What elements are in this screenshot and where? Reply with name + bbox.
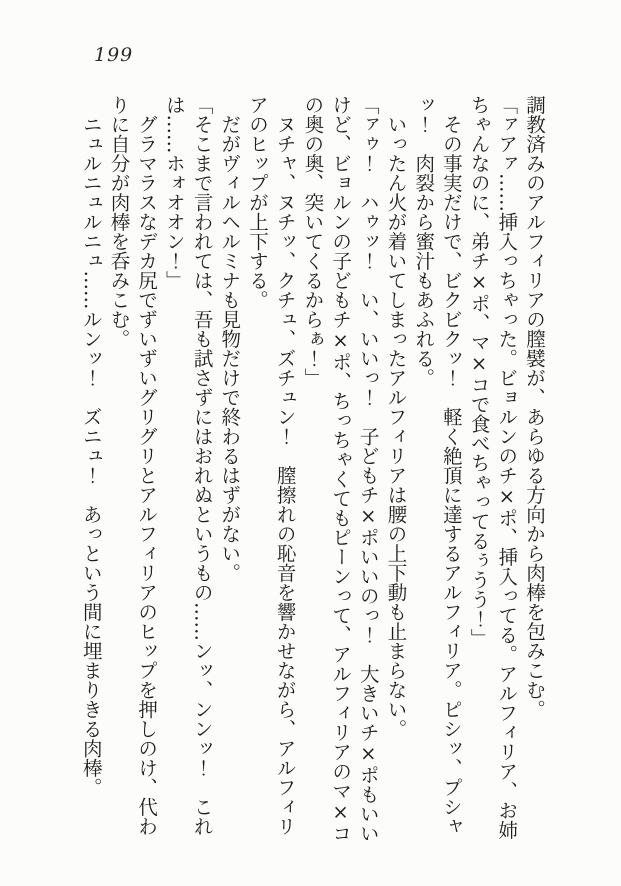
text-line: だがヴィルヘルミナも見物だけで終わるはずがない。	[218, 95, 242, 583]
text-line: 「そこまで言われては、吾も試さずにはおれぬというもの……ンッ、ンンッ！ これ	[190, 95, 214, 836]
text-line: 「ァアァ……挿入っちゃった。ビョルンのチ×ポ、挿入ってる。アルフィリア、お姉	[495, 95, 519, 840]
text-line: 調教済みのアルフィリアの膣襞が、あらゆる方向から肉棒を包みこむ。	[523, 95, 546, 719]
text-line: の奥の奥、突いてくるからぁ！」	[301, 95, 325, 388]
text-line: その事実だけで、ビクビクッ！ 軽く絶頂に達するアルフィリア。ピシッ、プシャ	[439, 95, 463, 836]
text-line: ニュルニュルニュ……ルンッ！ ズニュ！ あっという間に埋まりきる肉棒。	[79, 95, 103, 797]
body-text	[75, 95, 548, 843]
text-line: は……ホォオオン！」	[162, 95, 186, 290]
text-line: いったん火が着いてしまったアルフィリアは腰の上下動も止まらない。	[384, 95, 408, 739]
text-line: ッ！ 肉裂から蜜汁もあふれる。	[412, 95, 436, 388]
text-line: アのヒップが上下する。	[245, 95, 269, 310]
text-line: けど、ビョルンの子どもチ×ポ、ちっちゃくてもピーンって、アルフィリアのマ×コ	[329, 95, 353, 843]
text-line: りに自分が肉棒を呑みこむ。	[107, 95, 131, 349]
text-line: ちゃんなのに、弟チ×ポ、マ×コで食べちゃってるぅうう！」	[467, 95, 491, 648]
text-line: グラマラスなデカ尻でずいずいグリグリとアルフィリアのヒップを押しのけ、代わ	[135, 95, 159, 836]
text-line: 「ァゥ！ ハゥッ！ い、いいっ！ 子どもチ×ポいいのっ！ 大きいチ×ポもいい	[356, 95, 380, 843]
text-line: ヌチャ、ヌチッ、クチュ、ズチュン！ 膣擦れの恥音を響かせながら、アルフィリ	[273, 95, 297, 836]
page-number: 199	[94, 44, 134, 66]
